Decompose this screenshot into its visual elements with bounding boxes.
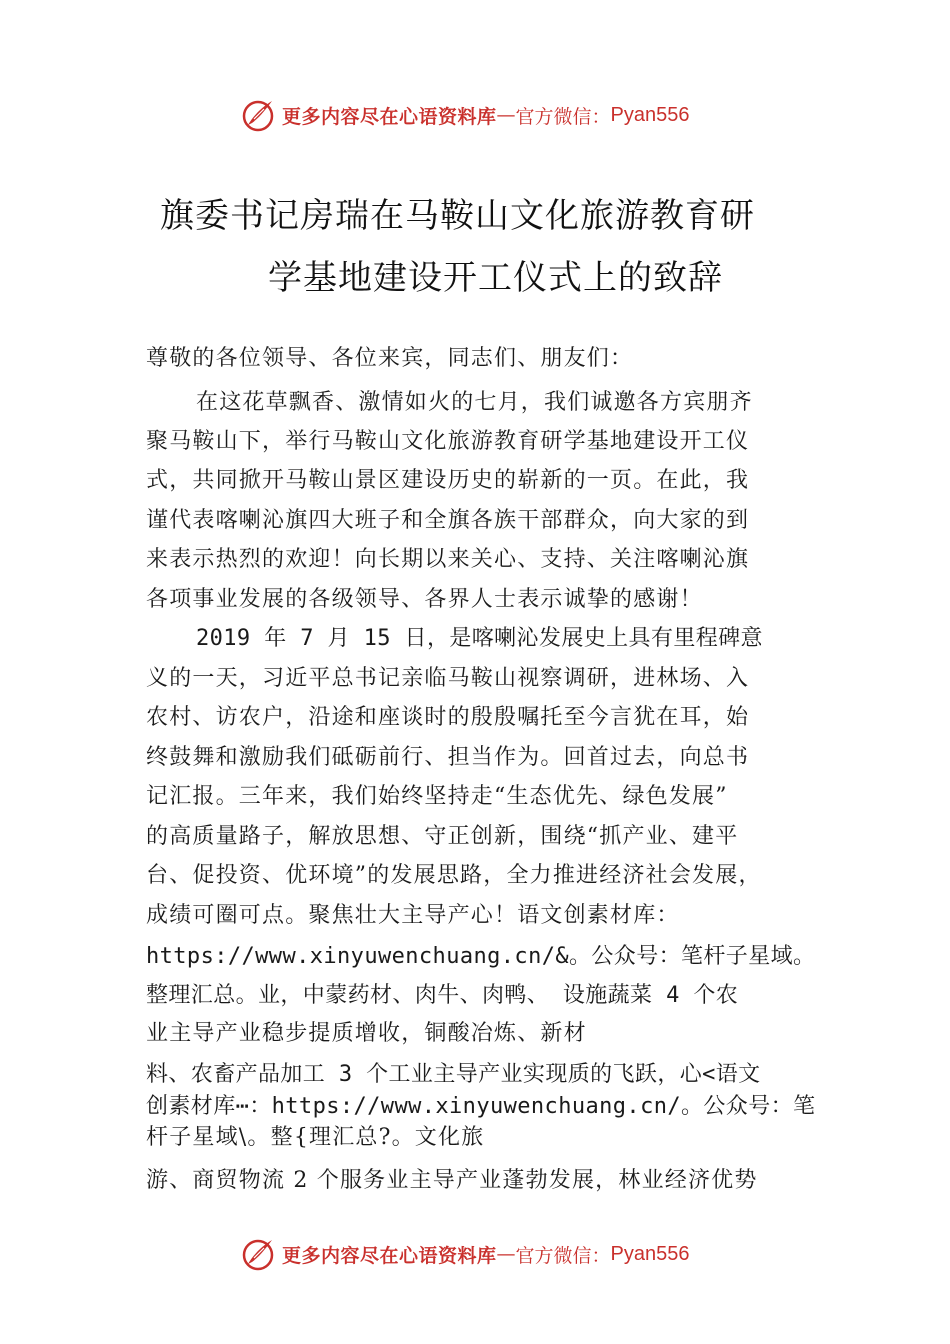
body-line: 谨代表喀喇沁旗四大班子和全旗各族干部群众，向大家的到 [146, 508, 750, 533]
watermark-label: 官方微信： [515, 105, 611, 128]
body-line: 各项事业发展的各级领导、各界人士表示诚挚的感谢！ [146, 587, 703, 612]
body-line: 在这花草飘香、激情如火的七月，我们诚邀各方宾朋齐 [196, 390, 753, 415]
body-line: 记汇报。三年来，我们始终坚持走“生态优先、绿色发展” [146, 784, 728, 809]
watermark-label: 官方微信： [515, 1244, 611, 1267]
quill-seal-icon [240, 97, 276, 133]
watermark-banner-top [240, 95, 690, 135]
document-title-line-2: 学基地建设开工仪式上的致辞 [268, 258, 723, 298]
body-line: 台、促投资、优环境”的发展思路，全力推进经济社会发展， [146, 863, 762, 888]
watermark-dash: — [496, 1243, 516, 1265]
body-line: 义的一天，习近平总书记亲临马鞍山视察调研，进林场、入 [146, 666, 750, 691]
body-line: 尊敬的各位领导、各位来宾，同志们、朋友们： [146, 346, 634, 371]
body-line: 业主导产业稳步提质增收，铜酸冶炼、新材 [146, 1021, 587, 1046]
body-line: 创素材库⋯：https://www.xinyuwenchuang.cn/。公众号：笔 [146, 1094, 816, 1119]
body-line: 的高质量路子，解放思想、守正创新，围绕“抓产业、建平 [146, 824, 739, 849]
watermark-dash: — [496, 104, 516, 126]
body-line: https://www.xinyuwenchuang.cn/&。公众号：笔杆子星域。 [146, 944, 816, 969]
watermark-id: Pyan556 [610, 103, 690, 126]
body-line: 终鼓舞和激励我们砥砺前行、担当作为。回首过去，向总书 [146, 745, 750, 770]
body-line: 2019 年 7 月 15 日，是喀喇沁发展史上具有里程碑意 [196, 626, 763, 651]
body-line: 料、农畜产品加工 3 个工业主导产业实现质的飞跃，心<语文 [146, 1062, 761, 1087]
watermark-id: Pyan556 [610, 1242, 690, 1265]
body-line: 聚马鞍山下，举行马鞍山文化旅游教育研学基地建设开工仪 [146, 429, 750, 454]
watermark-banner-bottom [240, 1234, 690, 1274]
document-title-line-1: 旗委书记房瑞在马鞍山文化旅游教育研 [160, 196, 755, 236]
body-line: 游、商贸物流 2 个服务业主导产业蓬勃发展，林业经济优势 [146, 1168, 758, 1193]
body-line: 成绩可圈可点。聚焦壮大主导产心！语文创素材库： [146, 903, 680, 928]
body-line: 式，共同掀开马鞍山景区建设历史的崭新的一页。在此，我 [146, 468, 750, 493]
body-line: 农村、访农户，沿途和座谈时的殷殷嘱托至今言犹在耳，始 [146, 705, 750, 730]
watermark-text: 更多内容尽在心语资料库 [282, 1244, 497, 1267]
quill-seal-icon [240, 1236, 276, 1272]
body-line: 杆子星域\。整{理汇总?。文化旅 [146, 1125, 485, 1150]
body-line: 整理汇总。业，中蒙药材、肉牛、肉鸭、 设施蔬菜 4 个农 [146, 983, 739, 1008]
watermark-text: 更多内容尽在心语资料库 [282, 105, 497, 128]
body-line: 来表示热烈的欢迎！向长期以来关心、支持、关注喀喇沁旗 [146, 547, 750, 572]
